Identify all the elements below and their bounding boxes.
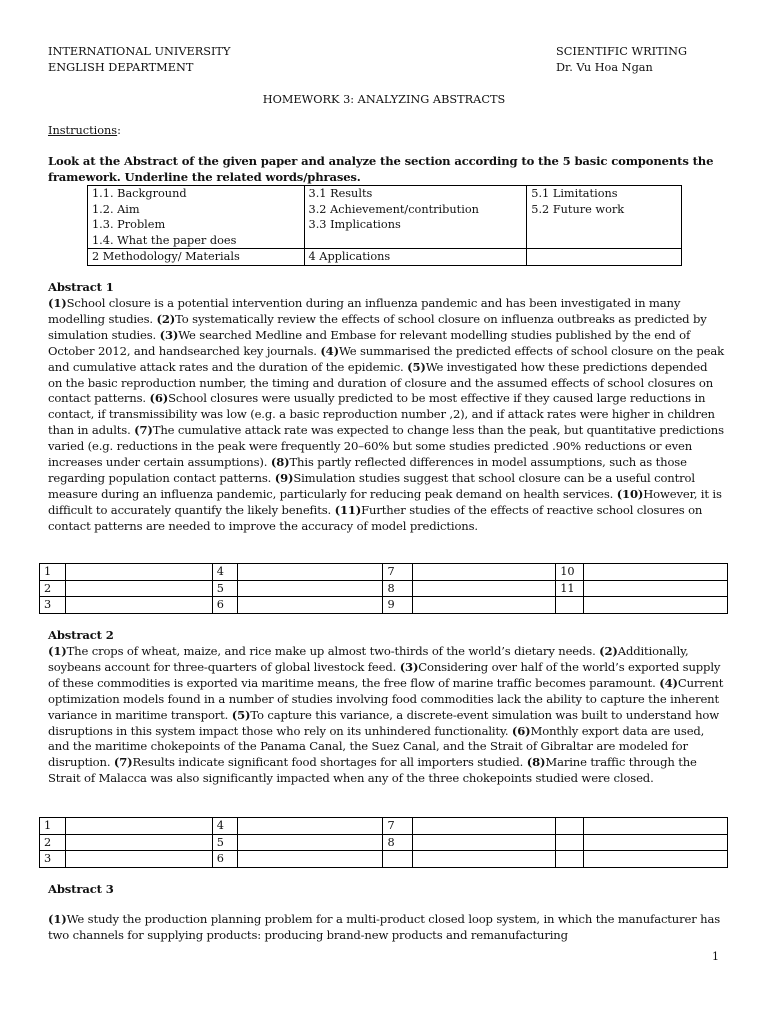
sentence-number: (4) <box>320 343 339 358</box>
sentence-text: To capture this variance, a discrete-event simulation was built to understand how disruptions in this system impact those who rely on its unhindered functionality. <box>48 707 720 738</box>
sentence-number: (1) <box>48 912 67 926</box>
answer-cell[interactable] <box>413 851 556 868</box>
grid-number: 1 <box>40 564 66 581</box>
sentence-text: Results indicate significant food shortages for all importers studied. <box>132 755 527 770</box>
grid-number: 2 <box>40 580 66 597</box>
answer-cell[interactable] <box>584 851 728 868</box>
instructor-name: Dr. Vu Hoa Ngan <box>556 60 653 74</box>
answer-cell[interactable] <box>65 851 212 868</box>
sentence-text: However, it is difficult to accurately quantify the likely benefits. <box>48 486 722 517</box>
sentence-text: Considering over half of the world’s exported supply of these commodities is exported via maritime means, the free flow of marine traffic becomes paramount. <box>48 659 721 690</box>
sentence-number: (6) <box>149 391 169 406</box>
framework-item: 1.2. Aim <box>92 202 140 216</box>
answer-cell[interactable] <box>237 580 383 597</box>
grid-number: 3 <box>40 597 66 614</box>
grid-number: 9 <box>383 597 413 614</box>
answer-cell[interactable] <box>237 818 383 835</box>
grid-number: 10 <box>556 564 584 581</box>
sentence-number: (8) <box>270 455 290 470</box>
header-right <box>556 44 687 75</box>
sentence-number: (10) <box>616 486 644 501</box>
grid-number <box>556 597 584 614</box>
answer-cell[interactable] <box>237 851 383 868</box>
answer-cell[interactable] <box>413 564 556 581</box>
sentence-text: Further studies of the effects of reactive school closures on contact patterns are needed to improve the accuracy of model predictions. <box>48 502 703 533</box>
answer-cell[interactable] <box>584 597 728 614</box>
answer-cell[interactable] <box>65 597 212 614</box>
sentence-text: We searched Medline and Embase for relevant modelling studies published by the end of October 2012, and handsearched key journals. <box>48 327 691 358</box>
sentence-number: (9) <box>274 470 294 485</box>
grid-number: 1 <box>40 818 66 835</box>
sentence-text: To systematically review the effects of school closure on influenza outbreaks as predicted by simulation studies. <box>48 311 707 342</box>
answer-cell[interactable] <box>413 834 556 851</box>
grid-number: 8 <box>383 580 413 597</box>
answer-cell[interactable] <box>65 834 212 851</box>
grid-number: 6 <box>212 851 237 868</box>
answer-cell[interactable] <box>413 580 556 597</box>
abstract-2-text <box>48 644 724 787</box>
sentence-number: (6) <box>511 723 531 738</box>
header-left <box>48 44 230 75</box>
answer-cell[interactable] <box>65 818 212 835</box>
sentence-number: (8) <box>526 755 546 770</box>
framework-applications: 4 Applications <box>304 249 527 266</box>
grid-number: 4 <box>212 564 237 581</box>
sentence-text: Simulation studies suggest that school closure can be a useful control measure during an influenza pandemic, particularly for reducing peak demand on health services. <box>48 470 695 501</box>
answer-cell[interactable] <box>584 564 728 581</box>
instructions-label <box>48 123 121 139</box>
abstract-2-heading: Abstract 2 <box>48 628 114 642</box>
framework-table <box>87 185 682 266</box>
course-name: SCIENTIFIC WRITING <box>556 45 687 58</box>
sentence-text: We study the production planning problem for a multi-product closed loop system, in which the manufacturer has two channels for supplying products: producing brand-new products and remanufacturing <box>48 912 721 942</box>
sentence-number: (2) <box>156 311 176 326</box>
answer-cell[interactable] <box>584 818 728 835</box>
grid-number <box>556 834 584 851</box>
framework-item: 5.2 Future work <box>531 202 625 216</box>
sentence-text: The crops of wheat, maize, and rice make up almost two-thirds of the world’s dietary needs. <box>66 644 600 658</box>
page-number: 1 <box>712 950 719 963</box>
sentence-text: School closures were usually predicted to be most effective if they caused large reductions in contact, if transmissibility was low (e.g. a basic reproduction number ,2), and if attack rates were higher in children than in adults. <box>48 391 715 438</box>
sentence-number: (1) <box>48 296 67 310</box>
answer-cell[interactable] <box>65 580 212 597</box>
abstract-1-text <box>48 296 724 535</box>
grid-number: 7 <box>383 564 413 581</box>
answer-cell[interactable] <box>584 580 728 597</box>
framework-item: 1.3. Problem <box>92 218 166 231</box>
abstract-2-answer-grid <box>39 817 728 868</box>
department-name: ENGLISH DEPARTMENT <box>48 60 194 74</box>
grid-number: 5 <box>212 580 237 597</box>
sentence-text: Additionally, soybeans account for three-quarters of global livestock feed. <box>48 644 689 674</box>
page-title: HOMEWORK 3: ANALYZING ABSTRACTS <box>262 93 506 106</box>
grid-number <box>556 851 584 868</box>
sentence-number: (11) <box>334 502 362 517</box>
sentence-text: We summarised the predicted effects of school closure on the peak and cumulative attack rates and the duration of the epidemic. <box>48 343 724 374</box>
instructions-label-text: Instructions <box>48 124 118 137</box>
sentence-number: (1) <box>48 644 67 658</box>
framework-item: 1.4. What the paper does <box>92 233 237 247</box>
answer-cell[interactable] <box>413 597 556 614</box>
answer-cell[interactable] <box>237 834 383 851</box>
sentence-text: We investigated how these predictions depended on the basic reproduction number, the timing and duration of closure and the assumed effects of school closures on contact patterns. <box>48 359 714 406</box>
answer-cell[interactable] <box>237 597 383 614</box>
answer-cell[interactable] <box>237 564 383 581</box>
sentence-number: (7) <box>113 755 133 770</box>
grid-number <box>556 818 584 835</box>
framework-col-background <box>88 186 305 249</box>
answer-cell[interactable] <box>584 834 728 851</box>
grid-number: 2 <box>40 834 66 851</box>
grid-number <box>383 851 413 868</box>
framework-col-results <box>304 186 527 249</box>
sentence-text: The cumulative attack rate was expected to change less than the peak, but quantitative predictions varied (e.g. reductions in the peak were frequently 20–60% but some studies predicted .90% reductions or even increases under certain assumptions). <box>48 423 724 470</box>
framework-item: 3.2 Achievement/contribution <box>308 202 479 216</box>
grid-number: 8 <box>383 834 413 851</box>
grid-number: 6 <box>212 597 237 614</box>
framework-item: 3.3 Implications <box>308 218 401 231</box>
framework-item: 5.1 Limitations <box>531 187 618 200</box>
grid-number: 4 <box>212 818 237 835</box>
sentence-number: (7) <box>134 423 153 438</box>
answer-cell[interactable] <box>413 818 556 835</box>
instructions-colon: : <box>117 124 121 137</box>
sentence-text: Marine traffic through the Strait of Malacca was also significantly impacted when any of the three chokepoints studied were closed. <box>48 755 697 786</box>
framework-empty-cell <box>527 249 682 266</box>
sentence-number: (3) <box>399 659 419 674</box>
university-name: INTERNATIONAL UNIVERSITY <box>48 45 231 58</box>
grid-number: 11 <box>556 580 584 597</box>
sentence-text: This partly reflected differences in model assumptions, such as those regarding population contact patterns. <box>48 455 687 485</box>
sentence-text: Current optimization models found in a number of studies involving food commodities lack the ability to capture the inherent variance in maritime transport. <box>48 675 724 722</box>
abstract-1-answer-grid <box>39 563 728 614</box>
grid-number: 3 <box>40 851 66 868</box>
sentence-number: (4) <box>659 675 678 690</box>
abstract-3-heading: Abstract 3 <box>48 882 114 896</box>
sentence-number: (3) <box>159 327 179 342</box>
sentence-number: (5) <box>407 359 426 374</box>
grid-number: 7 <box>383 818 413 835</box>
sentence-text: Monthly export data are used, and the maritime chokepoints of the Panama Canal, the Suez Canal, and the Strait of Gibraltar are modeled for disruption. <box>48 723 705 770</box>
instructions-text: Look at the Abstract of the given paper and analyze the section according to the 5 basic components the framework. Underline the related words/phrases. <box>48 154 714 184</box>
framework-item: 1.1. Background <box>92 187 187 200</box>
framework-item: 3.1 Results <box>308 187 373 200</box>
abstract-3-text <box>48 912 724 944</box>
framework-methodology: 2 Methodology/ Materials <box>88 249 305 266</box>
sentence-number: (2) <box>599 644 618 658</box>
sentence-number: (5) <box>231 707 251 722</box>
framework-col-limitations <box>527 186 682 249</box>
abstract-1-heading: Abstract 1 <box>48 280 114 294</box>
answer-cell[interactable] <box>65 564 212 581</box>
grid-number: 5 <box>212 834 237 851</box>
sentence-text: School closure is a potential intervention during an influenza pandemic and has been investigated in many modelling studies. <box>48 296 681 326</box>
